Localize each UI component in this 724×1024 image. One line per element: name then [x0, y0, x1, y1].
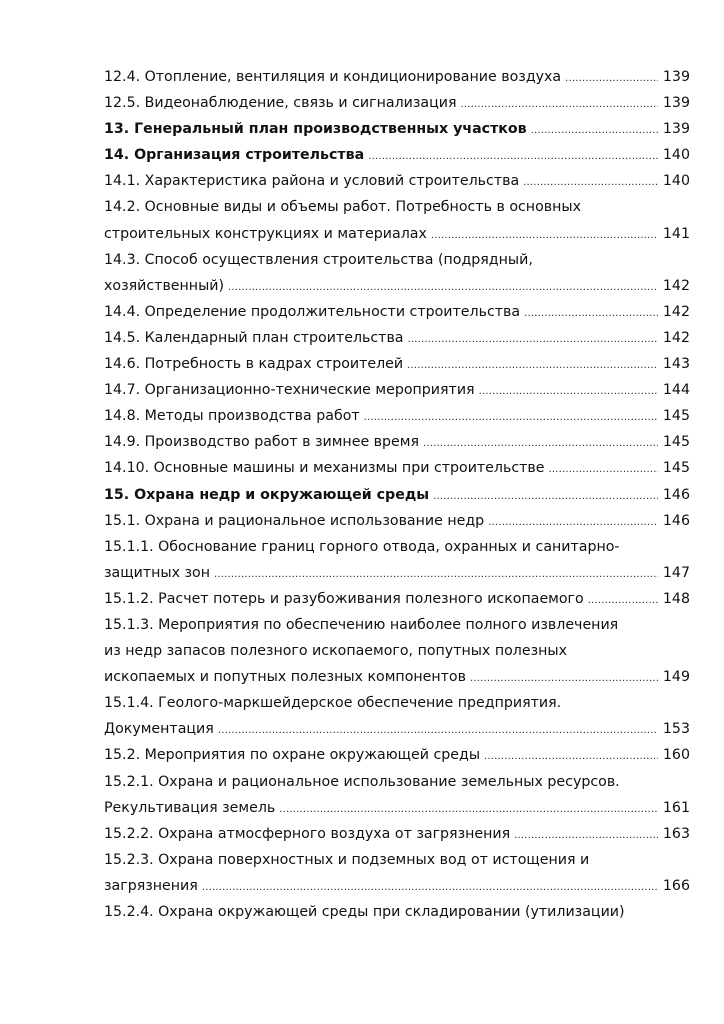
toc-dot-leader: [224, 275, 658, 299]
toc-line: [104, 847, 690, 873]
toc-entry-title: 12.5. Видеонаблюдение, связь и сигнализация: [104, 95, 457, 112]
toc-entry: [104, 168, 690, 194]
toc-line: [104, 482, 690, 508]
toc-page-number: 145: [662, 460, 690, 477]
toc-line: [104, 429, 690, 455]
toc-line: [104, 769, 690, 795]
toc-dot-leader: [475, 379, 658, 403]
toc-entry-title: 14.4. Определение продолжительности строительства: [104, 303, 521, 320]
toc-dot-leader: [584, 588, 658, 612]
toc-dot-leader: [480, 744, 658, 768]
toc-entry: [104, 586, 690, 612]
toc-page-number: 147: [662, 564, 690, 581]
toc-entry-title: 15.2.4. Охрана окружающей среды при складировании (утилизации): [104, 904, 625, 920]
toc-line: [104, 664, 690, 690]
toc-page-number: 142: [662, 303, 690, 320]
toc-entry-title: 14.5. Календарный план строительства: [104, 329, 404, 346]
toc-entry-title: ископаемых и попутных полезных компонентов: [104, 669, 466, 686]
toc-entry-title: 14.6. Потребность в кадрах строителей: [104, 356, 404, 373]
toc-line: [104, 403, 690, 429]
toc-page-number: 142: [662, 277, 690, 294]
toc-page-number: 166: [662, 877, 690, 894]
toc-entry-title: 15.1.4. Геолого-маркшейдерское обеспечение предприятия.: [104, 695, 562, 712]
toc-entry: [104, 847, 690, 899]
toc-entry: [104, 116, 690, 142]
toc-dot-leader: [429, 484, 658, 508]
toc-entry: [104, 690, 690, 742]
toc-entry-title: строительных конструкциях и материалах: [104, 225, 427, 242]
toc-entry-title: 15.2.3. Охрана поверхностных и подземных вод от истощения и: [104, 851, 590, 868]
toc-line: [104, 899, 690, 925]
toc-entry-title: Документация: [104, 721, 214, 738]
toc-entry-title: хозяйственный): [104, 277, 225, 294]
toc-entry-title: 15.1. Охрана и рациональное использование недр: [104, 512, 485, 529]
toc-line: [104, 873, 690, 899]
toc-entry-title: 13. Генеральный план производственных участков: [104, 121, 527, 138]
toc-dot-leader: [419, 431, 658, 455]
toc-entry: [104, 821, 690, 847]
toc-dot-leader: [198, 875, 658, 899]
table-of-contents: [104, 64, 690, 925]
toc-line: [104, 534, 690, 560]
toc-page-number: 146: [662, 512, 690, 529]
toc-entry: [104, 90, 690, 116]
toc-line: [104, 194, 690, 220]
toc-entry-title: 15.2.2. Охрана атмосферного воздуха от загрязнения: [104, 825, 511, 842]
toc-dot-leader: [527, 118, 658, 142]
toc-page-number: 139: [662, 121, 690, 138]
toc-entry-title: 15.2.1. Охрана и рациональное использование земельных ресурсов.: [104, 773, 620, 790]
toc-page-number: 143: [662, 356, 690, 373]
toc-line: [104, 299, 690, 325]
toc-dot-leader: [561, 66, 658, 90]
toc-dot-leader: [210, 562, 658, 586]
toc-entry: [104, 455, 690, 481]
toc-page-number: 149: [662, 669, 690, 686]
toc-page-number: 153: [662, 721, 690, 738]
toc-entry: [104, 742, 690, 768]
toc-page-number: 142: [662, 329, 690, 346]
toc-page-number: 140: [662, 147, 690, 164]
toc-dot-leader: [403, 353, 658, 377]
toc-line: [104, 142, 690, 168]
toc-entry-title: 14. Организация строительства: [104, 147, 365, 164]
toc-dot-leader: [457, 92, 658, 116]
toc-page-number: 145: [662, 434, 690, 451]
toc-entry: [104, 377, 690, 403]
toc-page-number: 146: [662, 486, 690, 503]
toc-line: [104, 612, 690, 638]
toc-entry: [104, 403, 690, 429]
toc-dot-leader: [214, 718, 658, 742]
toc-line: [104, 455, 690, 481]
toc-entry-title: 14.3. Способ осуществления строительства (подрядный,: [104, 251, 533, 268]
toc-dot-leader: [404, 327, 658, 351]
toc-entry-title: 15.2. Мероприятия по охране окружающей среды: [104, 747, 481, 764]
toc-line: [104, 247, 690, 273]
toc-entry: [104, 899, 690, 925]
toc-line: [104, 508, 690, 534]
toc-entry-title: 14.7. Организационно-технические мероприятия: [104, 382, 475, 399]
toc-entry-title: 15. Охрана недр и окружающей среды: [104, 486, 430, 503]
toc-entry-title: Рекультивация земель: [104, 799, 276, 816]
toc-line: [104, 377, 690, 403]
toc-entry-title: 15.1.2. Расчет потерь и разубоживания полезного ископаемого: [104, 590, 584, 607]
toc-line: [104, 560, 690, 586]
toc-line: [104, 586, 690, 612]
toc-page-number: 140: [662, 173, 690, 190]
toc-entry: [104, 612, 690, 690]
toc-dot-leader: [466, 666, 658, 690]
toc-page-number: 144: [662, 382, 690, 399]
toc-page-number: 141: [662, 225, 690, 242]
toc-page-number: 139: [662, 95, 690, 112]
toc-line: [104, 690, 690, 716]
toc-page-number: 148: [662, 590, 690, 607]
toc-entry: [104, 194, 690, 246]
toc-entry-title: 15.1.1. Обоснование границ горного отвода, охранных и санитарно-: [104, 538, 620, 555]
toc-entry-title: загрязнения: [104, 877, 198, 894]
toc-line: [104, 273, 690, 299]
toc-entry-title: 14.1. Характеристика района и условий строительства: [104, 173, 520, 190]
toc-dot-leader: [545, 457, 659, 481]
toc-page-number: 160: [662, 747, 690, 764]
toc-line: [104, 168, 690, 194]
toc-line: [104, 325, 690, 351]
toc-entry-title: 14.10. Основные машины и механизмы при строительстве: [104, 460, 545, 477]
toc-entry: [104, 325, 690, 351]
toc-dot-leader: [275, 797, 658, 821]
toc-dot-leader: [520, 301, 658, 325]
toc-entry: [104, 299, 690, 325]
toc-dot-leader: [360, 405, 658, 429]
toc-dot-leader: [510, 823, 658, 847]
toc-entry-title: 14.8. Методы производства работ: [104, 408, 360, 425]
toc-page-number: 139: [662, 69, 690, 85]
toc-entry-title: 12.4. Отопление, вентиляция и кондиционирование воздуха: [104, 69, 562, 85]
toc-entry-title: защитных зон: [104, 564, 210, 581]
toc-entry: [104, 142, 690, 168]
toc-line: [104, 742, 690, 768]
toc-dot-leader: [484, 510, 658, 534]
toc-entry: [104, 769, 690, 821]
toc-entry: [104, 508, 690, 534]
toc-entry: [104, 482, 690, 508]
toc-entry: [104, 351, 690, 377]
toc-line: [104, 116, 690, 142]
toc-entry-title: 14.9. Производство работ в зимнее время: [104, 434, 420, 451]
toc-line: [104, 716, 690, 742]
toc-line: [104, 90, 690, 116]
toc-entry-title: 14.2. Основные виды и объемы работ. Потребность в основных: [104, 199, 581, 216]
toc-entry: [104, 429, 690, 455]
toc-line: [104, 821, 690, 847]
toc-entry: [104, 247, 690, 299]
toc-entry: [104, 64, 690, 90]
toc-entry-title: 15.1.3. Мероприятия по обеспечению наиболее полного извлечения: [104, 616, 619, 633]
toc-line: [104, 64, 690, 90]
toc-dot-leader: [519, 170, 658, 194]
toc-page-number: 161: [662, 799, 690, 816]
toc-line: [104, 221, 690, 247]
toc-line: [104, 795, 690, 821]
toc-line: [104, 351, 690, 377]
toc-line: [104, 638, 690, 664]
toc-dot-leader: [427, 223, 658, 247]
toc-entry: [104, 534, 690, 586]
toc-page-number: 145: [662, 408, 690, 425]
toc-dot-leader: [364, 144, 658, 168]
toc-page-number: 163: [662, 825, 690, 842]
toc-entry-title: из недр запасов полезного ископаемого, попутных полезных: [104, 643, 568, 660]
